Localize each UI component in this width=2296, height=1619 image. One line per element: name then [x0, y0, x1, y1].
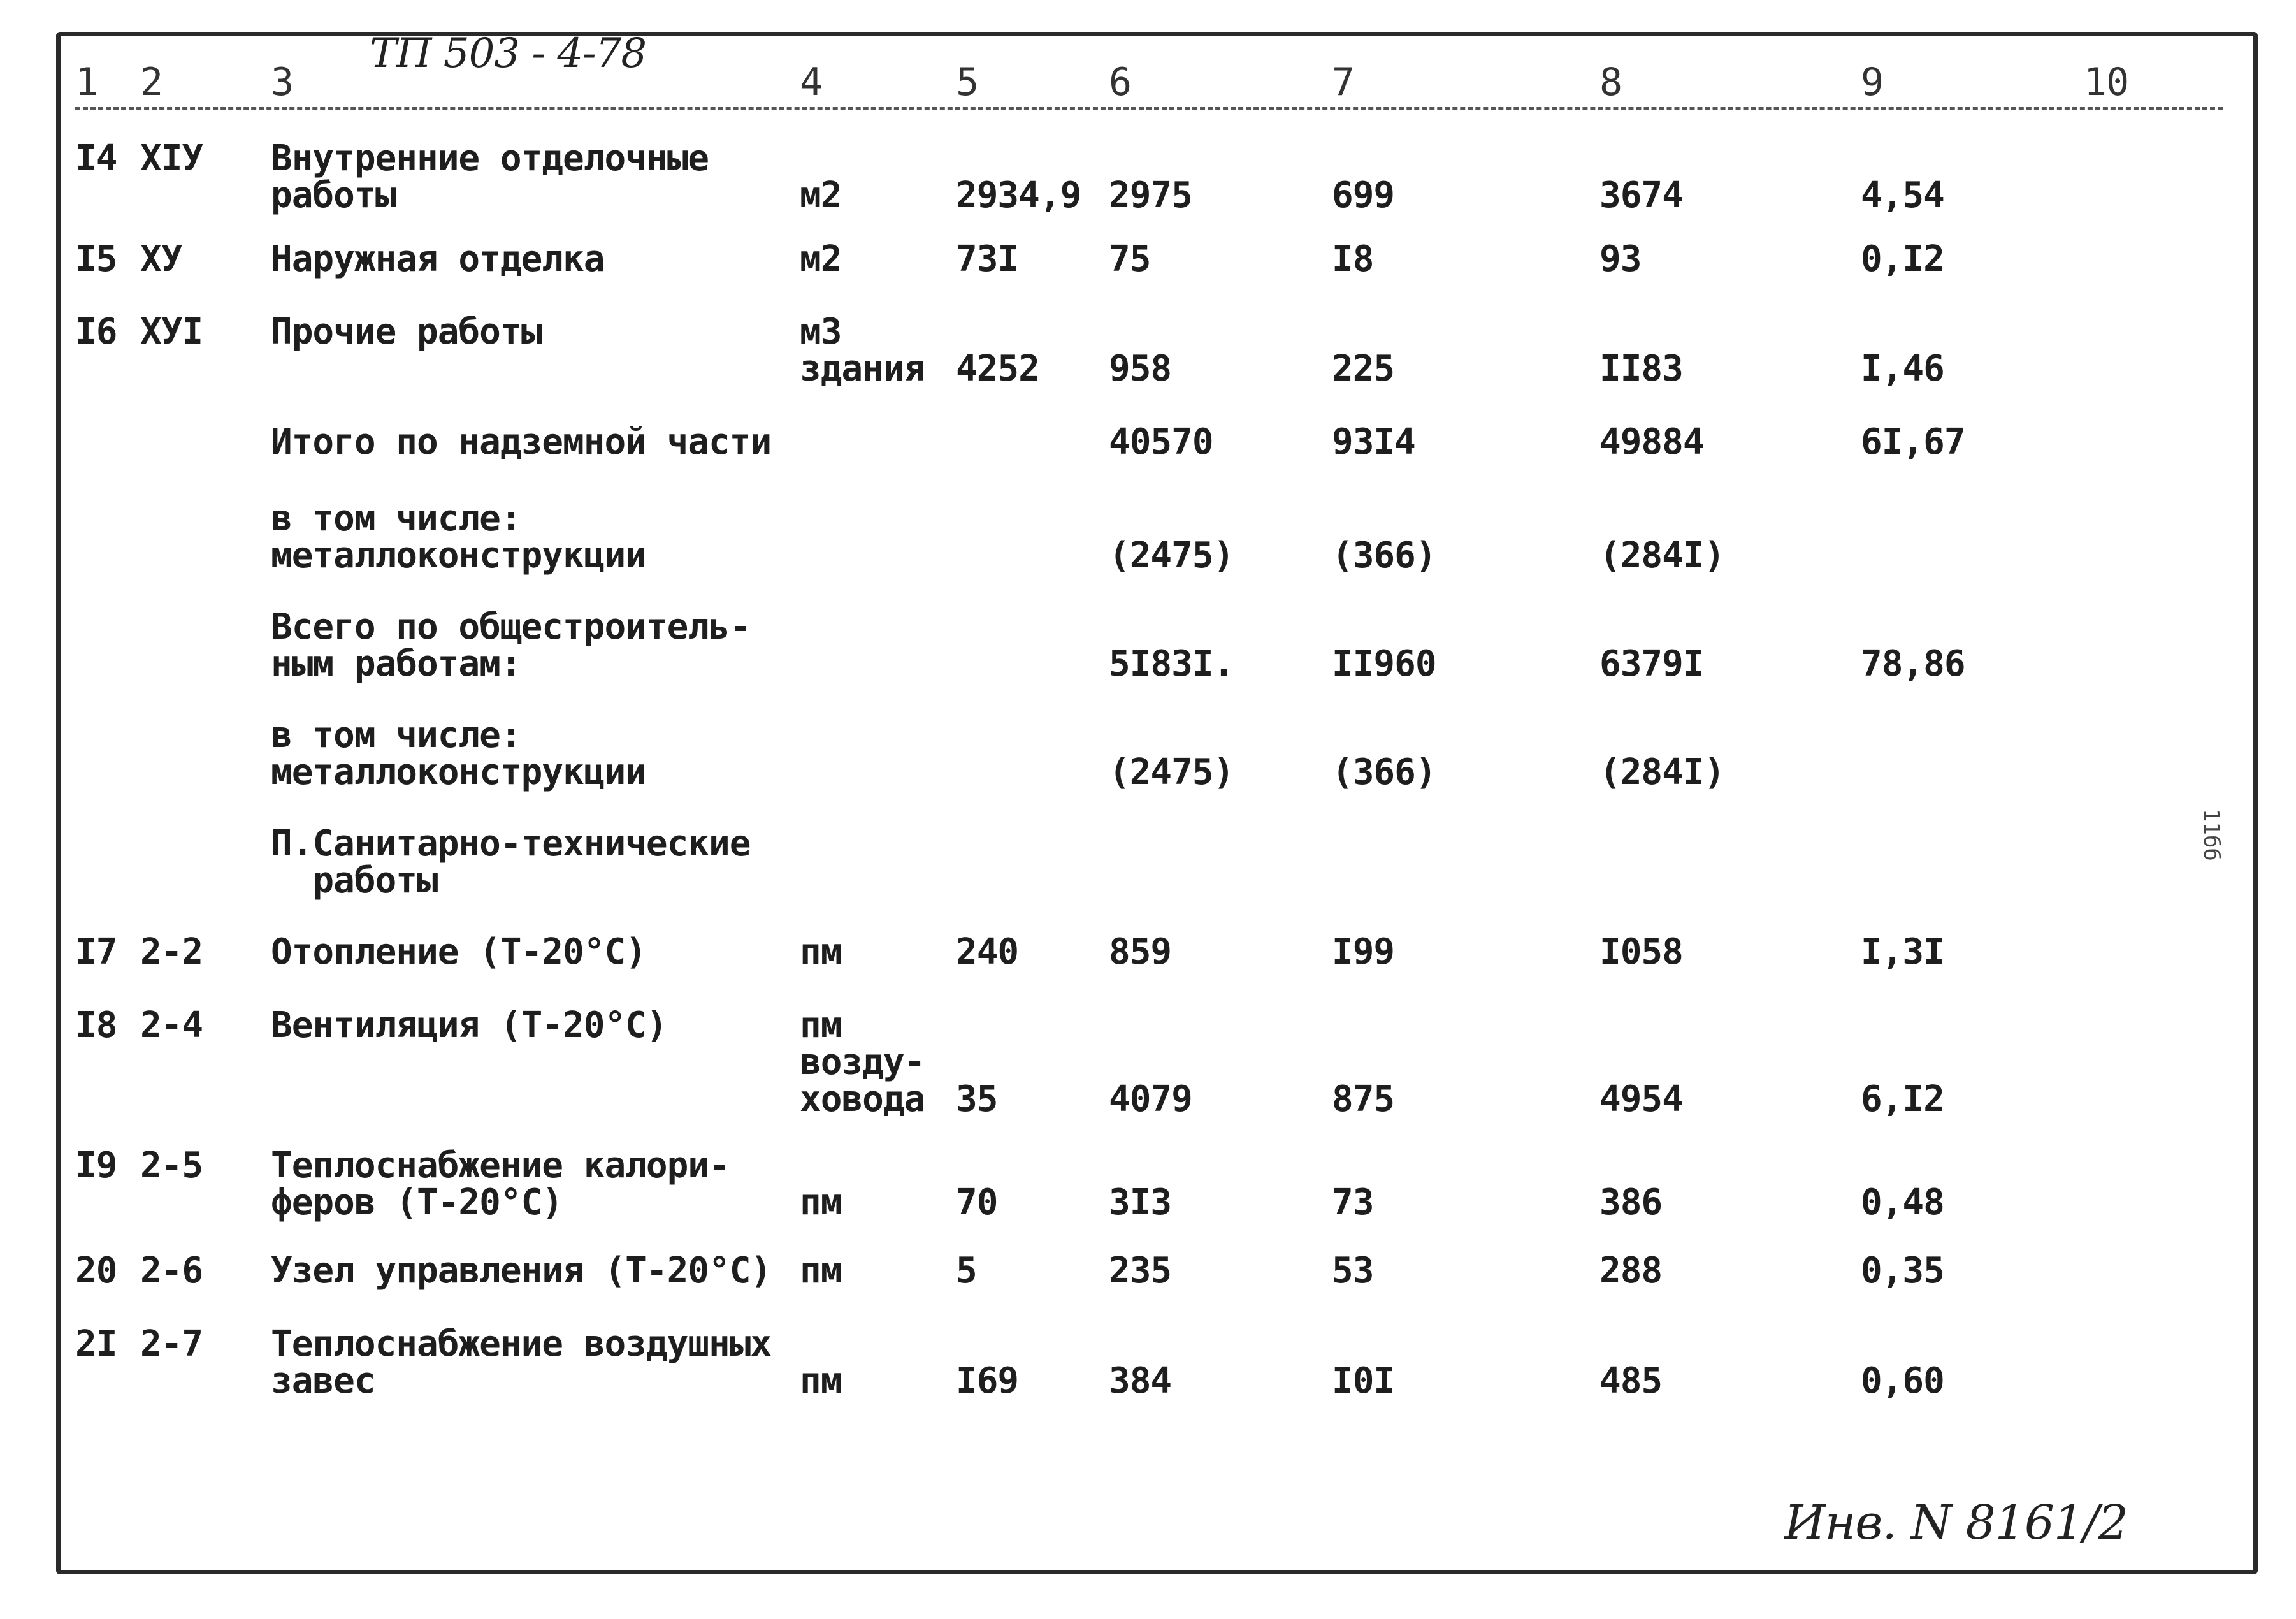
row-12-col8: 288 [1599, 1250, 1663, 1291]
row-4-col7: 93I4 [1332, 421, 1415, 463]
row-2-col9: 0,I2 [1861, 238, 1944, 280]
row-13-col6: 384 [1109, 1360, 1172, 1402]
row-11-number: I9 [75, 1145, 117, 1186]
row-11-name-line-1: Теплоснабжение калори- [271, 1145, 730, 1186]
row-5-name-line-2: металлоконструкции [271, 535, 646, 576]
row-12-col7: 53 [1332, 1250, 1374, 1291]
row-7-col6: (2475) [1109, 751, 1234, 793]
row-9-number: I7 [75, 931, 117, 973]
row-1-name-line-1: Внутренние отделочные [271, 138, 709, 179]
row-2-unit-line-1: м2 [800, 238, 842, 280]
row-10-number: I8 [75, 1005, 117, 1046]
row-3-col7: 225 [1332, 348, 1395, 389]
row-10-unit-line-2: возду- [800, 1042, 925, 1083]
row-3-quantity: 4252 [956, 348, 1039, 389]
row-3-unit-line-1: м3 [800, 311, 842, 352]
row-3-col9: I,46 [1861, 348, 1944, 389]
row-12-col6: 235 [1109, 1250, 1172, 1291]
row-3-name-line-1: Прочие работы [271, 311, 542, 352]
row-2-col7: I8 [1332, 238, 1374, 280]
row-1-number: I4 [75, 138, 117, 179]
row-13-col8: 485 [1599, 1360, 1663, 1402]
row-10-name-line-1: Вентиляция (Т-20°С) [271, 1005, 667, 1046]
row-10-unit-line-1: пм [800, 1005, 842, 1046]
column-header-7: 7 [1332, 60, 1355, 105]
column-header-8: 8 [1599, 60, 1622, 105]
row-11-name-line-2: феров (Т-20°С) [271, 1182, 563, 1223]
row-9-unit-line-1: пм [800, 931, 842, 973]
row-11-col8: 386 [1599, 1182, 1663, 1223]
row-1-name-line-2: работы [271, 175, 396, 216]
column-header-5: 5 [956, 60, 979, 105]
row-9-name-line-1: Отопление (Т-20°С) [271, 931, 646, 973]
row-11-code: 2-5 [140, 1145, 203, 1186]
row-8-name-line-1: П.Санитарно-технические [271, 823, 751, 864]
row-7-name-line-1: в том числе: [271, 715, 521, 756]
row-4-col9: 6I,67 [1861, 421, 1965, 463]
document-reference: ТП 503 - 4-78 [370, 30, 647, 77]
row-13-unit-line-1: пм [800, 1360, 842, 1402]
row-6-col6: 5I83I. [1109, 643, 1234, 685]
row-3-unit-line-2: здания [800, 348, 925, 389]
row-6-col8: 6379I [1599, 643, 1704, 685]
row-11-col6: 3I3 [1109, 1182, 1172, 1223]
row-4-name-line-1: Итого по надземной части [271, 421, 772, 463]
row-3-number: I6 [75, 311, 117, 352]
column-header-10: 10 [2084, 60, 2129, 105]
row-7-col8: (284I) [1599, 751, 1725, 793]
side-stamp: 11бб [2199, 809, 2224, 861]
row-1-code: XIУ [140, 138, 203, 179]
row-11-col7: 73 [1332, 1182, 1374, 1223]
row-3-col6: 958 [1109, 348, 1172, 389]
row-9-code: 2-2 [140, 931, 203, 973]
row-10-unit-line-3: ховода [800, 1078, 925, 1120]
row-12-code: 2-6 [140, 1250, 203, 1291]
row-11-col9: 0,48 [1861, 1182, 1944, 1223]
row-13-code: 2-7 [140, 1323, 203, 1365]
row-1-quantity: 2934,9 [956, 175, 1081, 216]
row-13-col7: I0I [1332, 1360, 1395, 1402]
row-5-col8: (284I) [1599, 535, 1725, 576]
row-8-name-line-2: работы [271, 860, 438, 901]
row-12-number: 20 [75, 1250, 117, 1291]
row-7-name-line-2: металлоконструкции [271, 751, 646, 793]
row-10-col7: 875 [1332, 1078, 1395, 1120]
row-12-col9: 0,35 [1861, 1250, 1944, 1291]
row-5-col6: (2475) [1109, 535, 1234, 576]
row-2-name-line-1: Наружная отделка [271, 238, 605, 280]
row-2-col6: 75 [1109, 238, 1151, 280]
row-13-name-line-2: завес [271, 1360, 375, 1402]
row-6-name-line-2: ным работам: [271, 643, 521, 685]
row-9-col9: I,3I [1861, 931, 1944, 973]
column-header-4: 4 [800, 60, 823, 105]
row-2-col8: 93 [1599, 238, 1642, 280]
row-11-unit-line-1: пм [800, 1182, 842, 1223]
row-2-code: XУ [140, 238, 182, 280]
row-1-col9: 4,54 [1861, 175, 1944, 216]
row-12-quantity: 5 [956, 1250, 977, 1291]
column-header-6: 6 [1109, 60, 1132, 105]
row-1-unit-line-1: м2 [800, 175, 842, 216]
inventory-number: Инв. N 8161/2 [1784, 1495, 2128, 1550]
row-2-number: I5 [75, 238, 117, 280]
row-5-col7: (366) [1332, 535, 1436, 576]
row-12-unit-line-1: пм [800, 1250, 842, 1291]
row-13-number: 2I [75, 1323, 117, 1365]
column-header-3: 3 [271, 60, 294, 105]
row-10-code: 2-4 [140, 1005, 203, 1046]
row-9-col6: 859 [1109, 931, 1172, 973]
row-5-name-line-1: в том числе: [271, 498, 521, 539]
row-9-col8: I058 [1599, 931, 1683, 973]
header-rule [75, 107, 2223, 110]
row-4-col8: 49884 [1599, 421, 1704, 463]
row-13-name-line-1: Теплоснабжение воздушных [271, 1323, 772, 1365]
row-10-quantity: 35 [956, 1078, 998, 1120]
row-7-col7: (366) [1332, 751, 1436, 793]
row-1-col7: 699 [1332, 175, 1395, 216]
row-1-col8: 3674 [1599, 175, 1683, 216]
row-6-col9: 78,86 [1861, 643, 1965, 685]
row-9-col7: I99 [1332, 931, 1395, 973]
row-11-quantity: 70 [956, 1182, 998, 1223]
column-header-2: 2 [140, 60, 163, 105]
row-13-quantity: I69 [956, 1360, 1019, 1402]
row-10-col6: 4079 [1109, 1078, 1192, 1120]
row-10-col8: 4954 [1599, 1078, 1683, 1120]
column-header-1: 1 [75, 60, 98, 105]
row-6-col7: II960 [1332, 643, 1436, 685]
row-4-col6: 40570 [1109, 421, 1213, 463]
row-2-quantity: 73I [956, 238, 1019, 280]
row-13-col9: 0,60 [1861, 1360, 1944, 1402]
row-3-col8: II83 [1599, 348, 1683, 389]
row-1-col6: 2975 [1109, 175, 1192, 216]
column-header-9: 9 [1861, 60, 1884, 105]
row-6-name-line-1: Всего по общестроитель- [271, 606, 751, 648]
row-3-code: XУI [140, 311, 203, 352]
row-9-quantity: 240 [956, 931, 1019, 973]
row-12-name-line-1: Узел управления (Т-20°С) [271, 1250, 772, 1291]
row-10-col9: 6,I2 [1861, 1078, 1944, 1120]
